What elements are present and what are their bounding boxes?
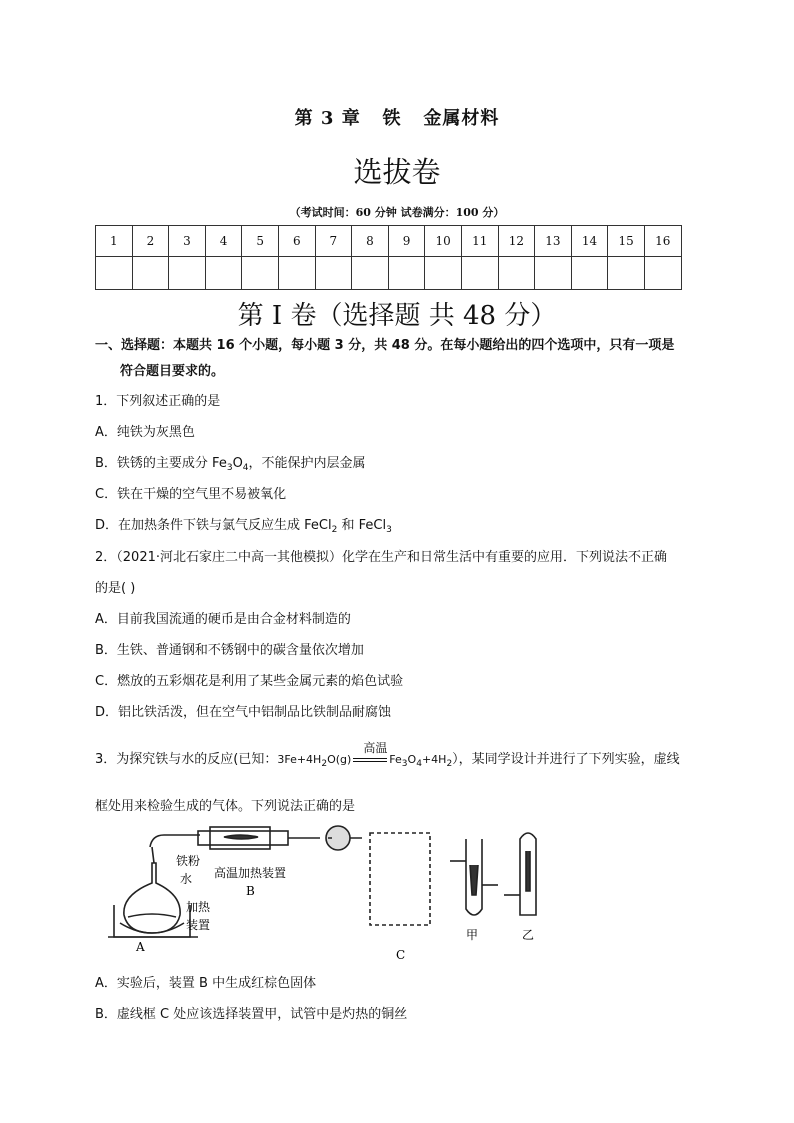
answer-number-cell: 6 bbox=[278, 226, 315, 257]
q2-option-a: A．目前我国流通的硬币是由合金材料制造的 bbox=[95, 612, 351, 627]
answer-blank-cell[interactable] bbox=[571, 257, 608, 290]
test-tube-jia bbox=[450, 839, 498, 915]
answer-number-cell: 11 bbox=[461, 226, 498, 257]
tube-b bbox=[198, 826, 362, 850]
answer-blank-cell[interactable] bbox=[388, 257, 425, 290]
exam-info: （考试时间：60 分钟 试卷满分：100 分） bbox=[289, 206, 505, 219]
label-water: 水 bbox=[180, 872, 193, 886]
answer-number-cell: 1 bbox=[96, 226, 133, 257]
answer-blank-cell[interactable] bbox=[242, 257, 279, 290]
answer-number-cell: 3 bbox=[169, 226, 206, 257]
label-high-temp-device: 高温加热装置 bbox=[214, 866, 287, 880]
q1-option-c: C．铁在干燥的空气里不易被氧化 bbox=[95, 487, 287, 502]
q3-option-b: B．虚线框 C 处应该选择装置甲，试管中是灼热的铜丝 bbox=[95, 1007, 408, 1022]
answer-blank-cell[interactable] bbox=[96, 257, 133, 290]
answer-blank-cell[interactable] bbox=[608, 257, 645, 290]
section-instructions: 一、选择题：本题共 16 个小题，每小题 3 分，共 48 分。在每小题给出的四个选项中，只有一项是 bbox=[95, 338, 675, 353]
q2-option-b: B．生铁、普通钢和不锈钢中的碳含量依次增加 bbox=[95, 643, 364, 658]
answer-blank-cell[interactable] bbox=[535, 257, 572, 290]
answer-blank-cell[interactable] bbox=[205, 257, 242, 290]
label-c: C bbox=[396, 948, 406, 962]
q1-option-a: A．纯铁为灰黑色 bbox=[95, 425, 195, 440]
answer-number-cell: 4 bbox=[205, 226, 242, 257]
answer-number-cell: 7 bbox=[315, 226, 352, 257]
answer-number-cell: 8 bbox=[352, 226, 389, 257]
label-yi: 乙 bbox=[522, 928, 535, 942]
q1-option-d: D．在加热条件下铁与氯气反应生成 FeCl$_2$ 和 FeCl$_3$ bbox=[95, 518, 392, 535]
answer-number-cell: 10 bbox=[425, 226, 462, 257]
dashed-box-c bbox=[370, 833, 430, 925]
q3-option-a: A．实验后，装置 B 中生成红棕色固体 bbox=[95, 976, 317, 991]
q3-stem: 3．为探究铁与水的反应(已知：$3Fe+4H_2O(g)$ 高温 $Fe_3O_4+4H_2$），某同学设计并进行了下列实验，虚线 bbox=[95, 741, 680, 769]
label-jia: 甲 bbox=[466, 928, 479, 942]
answer-blank-row bbox=[96, 257, 682, 290]
answer-blank-cell[interactable] bbox=[278, 257, 315, 290]
label-device: 装置 bbox=[186, 918, 211, 932]
answer-number-cell: 5 bbox=[242, 226, 279, 257]
q2-stem-cont: 的是( ) bbox=[95, 581, 136, 596]
heating-stand bbox=[108, 905, 198, 937]
label-heating: 加热 bbox=[186, 900, 211, 914]
answer-number-cell: 16 bbox=[644, 226, 681, 257]
answer-table bbox=[95, 225, 682, 290]
q2-option-c: C．燃放的五彩烟花是利用了某些金属元素的焰色试验 bbox=[95, 674, 404, 689]
exam-subtitle: 选拔卷 bbox=[353, 155, 441, 189]
q2-stem: 2．（2021·河北石家庄二中高一其他模拟）化学在生产和日常生活中有重要的应用．下列说法不正确 bbox=[95, 550, 667, 565]
q2-option-d: D．铝比铁活泼，但在空气中铝制品比铁制品耐腐蚀 bbox=[95, 705, 392, 720]
answer-number-cell: 2 bbox=[132, 226, 169, 257]
reaction-arrow bbox=[353, 758, 387, 762]
answer-number-cell: 9 bbox=[388, 226, 425, 257]
answer-blank-cell[interactable] bbox=[352, 257, 389, 290]
label-iron-powder: 铁粉 bbox=[176, 854, 201, 868]
answer-blank-cell[interactable] bbox=[461, 257, 498, 290]
label-a: A bbox=[136, 940, 145, 954]
section-instructions-cont: 符合题目要求的。 bbox=[120, 364, 225, 379]
answer-blank-cell[interactable] bbox=[315, 257, 352, 290]
q3-stem-cont: 框处用来检验生成的气体。下列说法正确的是 bbox=[95, 799, 356, 814]
answer-blank-cell[interactable] bbox=[169, 257, 206, 290]
answer-blank-cell[interactable] bbox=[644, 257, 681, 290]
q1-option-b: B．铁锈的主要成分 $Fe_3O_4$，不能保护内层金属 bbox=[95, 456, 366, 473]
answer-number-cell: 12 bbox=[498, 226, 535, 257]
answer-number-cell: 13 bbox=[535, 226, 572, 257]
answer-blank-cell[interactable] bbox=[425, 257, 462, 290]
reaction-equation: $3Fe+4H_2O(g)$ 高温 $Fe_3O_4+4H_2$ bbox=[277, 741, 453, 769]
part1-title: 第 I 卷（选择题 共 48 分） bbox=[237, 301, 557, 331]
answer-blank-cell[interactable] bbox=[498, 257, 535, 290]
label-b: B bbox=[246, 884, 255, 898]
experiment-apparatus bbox=[100, 825, 560, 965]
answer-number-cell: 14 bbox=[571, 226, 608, 257]
q1-stem: 1．下列叙述正确的是 bbox=[95, 394, 221, 409]
answer-number-row bbox=[96, 226, 682, 257]
answer-blank-cell[interactable] bbox=[132, 257, 169, 290]
test-tube-yi bbox=[504, 833, 536, 915]
chapter-title: 第 3 章 铁 金属材料 bbox=[294, 108, 500, 129]
answer-number-cell: 15 bbox=[608, 226, 645, 257]
